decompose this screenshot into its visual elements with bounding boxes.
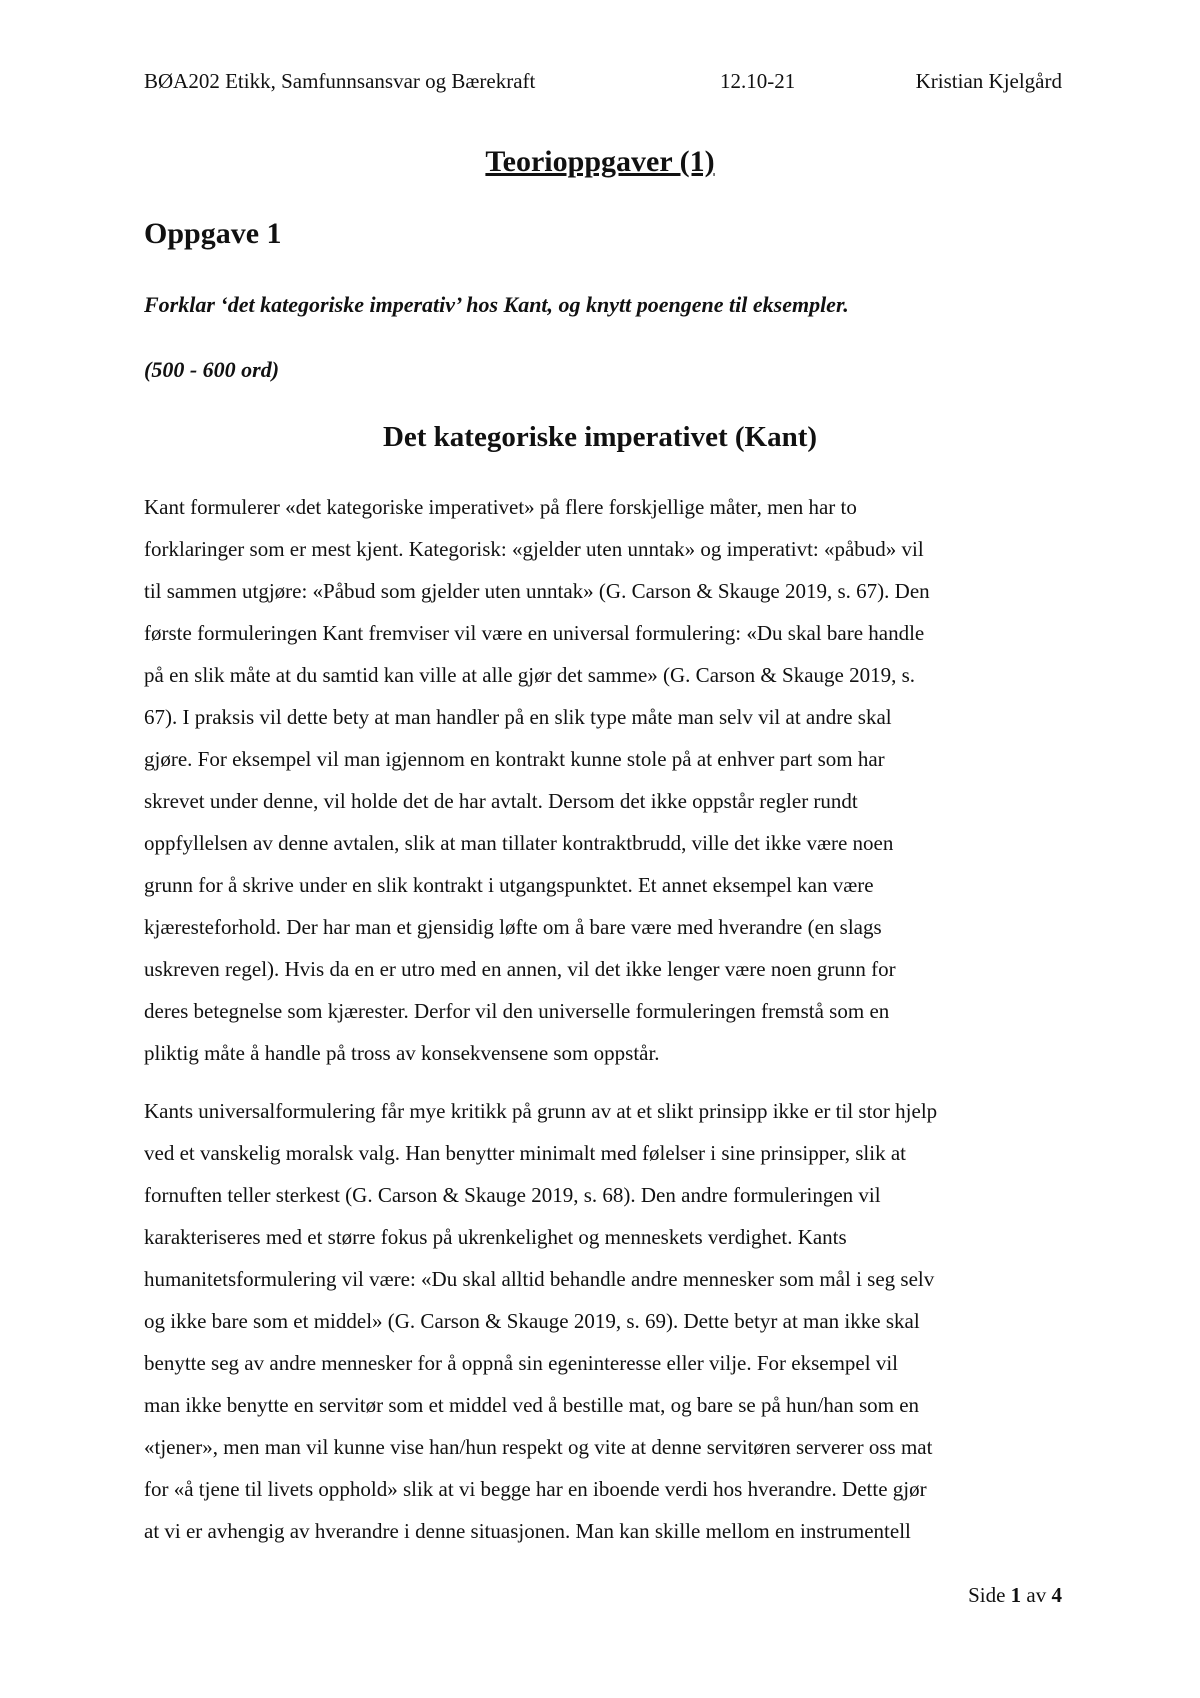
section-title: Det kategoriske imperativet (Kant) bbox=[382, 421, 818, 453]
text-line: at vi er avhengig av hverandre i denne situasjonen. Man kan skille mellom en instrumentell bbox=[144, 1519, 911, 1543]
text-line: 67). I praksis vil dette bety at man handler på en slik type måte man selv vil at andre skal bbox=[144, 705, 892, 729]
text-line: pliktig måte å handle på tross av konsekvensene som oppstår. bbox=[144, 1041, 660, 1065]
text-line: Kant formulerer «det kategoriske imperativet» på flere forskjellige måter, men har to bbox=[144, 495, 857, 519]
footer-current-page: 1 bbox=[1010, 1583, 1022, 1607]
text-line: «tjener», men man vil kunne vise han/hun respekt og vite at denne servitøren serverer oss mat bbox=[144, 1435, 933, 1459]
text-line: på en slik måte at du samtid kan ville at alle gjør det samme» (G. Carson & Skauge 2019, s. bbox=[144, 663, 916, 687]
task-question: Forklar ‘det kategoriske imperativ’ hos Kant, og knytt poengene til eksempler. bbox=[144, 292, 849, 317]
body-paragraph-1 bbox=[144, 486, 1074, 1074]
text-line: forklaringer som er mest kjent. Kategorisk: «gjelder uten unntak» og imperativt: «påbud» vil bbox=[144, 537, 924, 561]
text-line: gjøre. For eksempel vil man igjennom en kontrakt kunne stole på at enhver part som har bbox=[144, 747, 885, 771]
footer-prefix: Side bbox=[968, 1583, 1006, 1607]
text-line: man ikke benytte en servitør som et middel ved å bestille mat, og bare se på hun/han som en bbox=[144, 1393, 920, 1417]
text-line: ved et vanskelig moralsk valg. Han benytter minimalt med følelser i sine prinsipper, slik at bbox=[144, 1141, 906, 1165]
text-line: og ikke bare som et middel» (G. Carson & Skauge 2019, s. 69). Dette betyr at man ikke skal bbox=[144, 1309, 920, 1333]
header-author: Kristian Kjelgård bbox=[915, 69, 1062, 93]
page-header bbox=[144, 66, 1062, 96]
text-line: grunn for å skrive under en slik kontrakt i utgangspunktet. Et annet eksempel kan være bbox=[144, 873, 874, 897]
document-title: Teorioppgaver (1) bbox=[485, 145, 715, 178]
text-line: til sammen utgjøre: «Påbud som gjelder uten unntak» (G. Carson & Skauge 2019, s. 67). Den bbox=[144, 579, 930, 603]
text-line: Kants universalformulering får mye kritikk på grunn av at et slikt prinsipp ikke er til stor hjelp bbox=[144, 1099, 938, 1123]
text-line: uskreven regel). Hvis da en er utro med en annen, vil det ikke lenger være noen grunn for bbox=[144, 957, 896, 981]
header-date: 12.10-21 bbox=[720, 69, 796, 93]
text-line: første formuleringen Kant fremviser vil være en universal formulering: «Du skal bare handle bbox=[144, 621, 925, 645]
header-course: BØA202 Etikk, Samfunnsansvar og Bærekraft bbox=[144, 69, 536, 93]
text-line: oppfyllelsen av denne avtalen, slik at man tillater kontraktbrudd, ville det ikke være noen bbox=[144, 831, 894, 855]
text-line: deres betegnelse som kjærester. Derfor vil den universelle formuleringen fremstå som en bbox=[144, 999, 890, 1023]
body-paragraph-2 bbox=[144, 1090, 1074, 1552]
text-line: for «å tjene til livets opphold» slik at vi begge har en iboende verdi hos hverandre. Dette gjør bbox=[144, 1477, 927, 1501]
task-heading: Oppgave 1 bbox=[144, 217, 282, 250]
text-line: kjæresteforhold. Der har man et gjensidig løfte om å bare være med hverandre (en slags bbox=[144, 915, 882, 939]
page-footer bbox=[968, 1580, 1062, 1610]
text-line: fornuften teller sterkest (G. Carson & Skauge 2019, s. 68). Den andre formuleringen vil bbox=[144, 1183, 881, 1207]
footer-total-pages: 4 bbox=[1051, 1583, 1062, 1607]
text-line: skrevet under denne, vil holde det de har avtalt. Dersom det ikke oppstår regler rundt bbox=[144, 789, 858, 813]
footer-separator: av bbox=[1026, 1583, 1047, 1607]
text-line: humanitetsformulering vil være: «Du skal alltid behandle andre mennesker som mål i seg selv bbox=[144, 1267, 935, 1291]
text-line: karakteriseres med et større fokus på ukrenkelighet og menneskets verdighet. Kants bbox=[144, 1225, 847, 1249]
task-word-count: (500 - 600 ord) bbox=[144, 357, 280, 382]
text-line: benytte seg av andre mennesker for å oppnå sin egeninteresse eller vilje. For eksempel vil bbox=[144, 1351, 898, 1375]
